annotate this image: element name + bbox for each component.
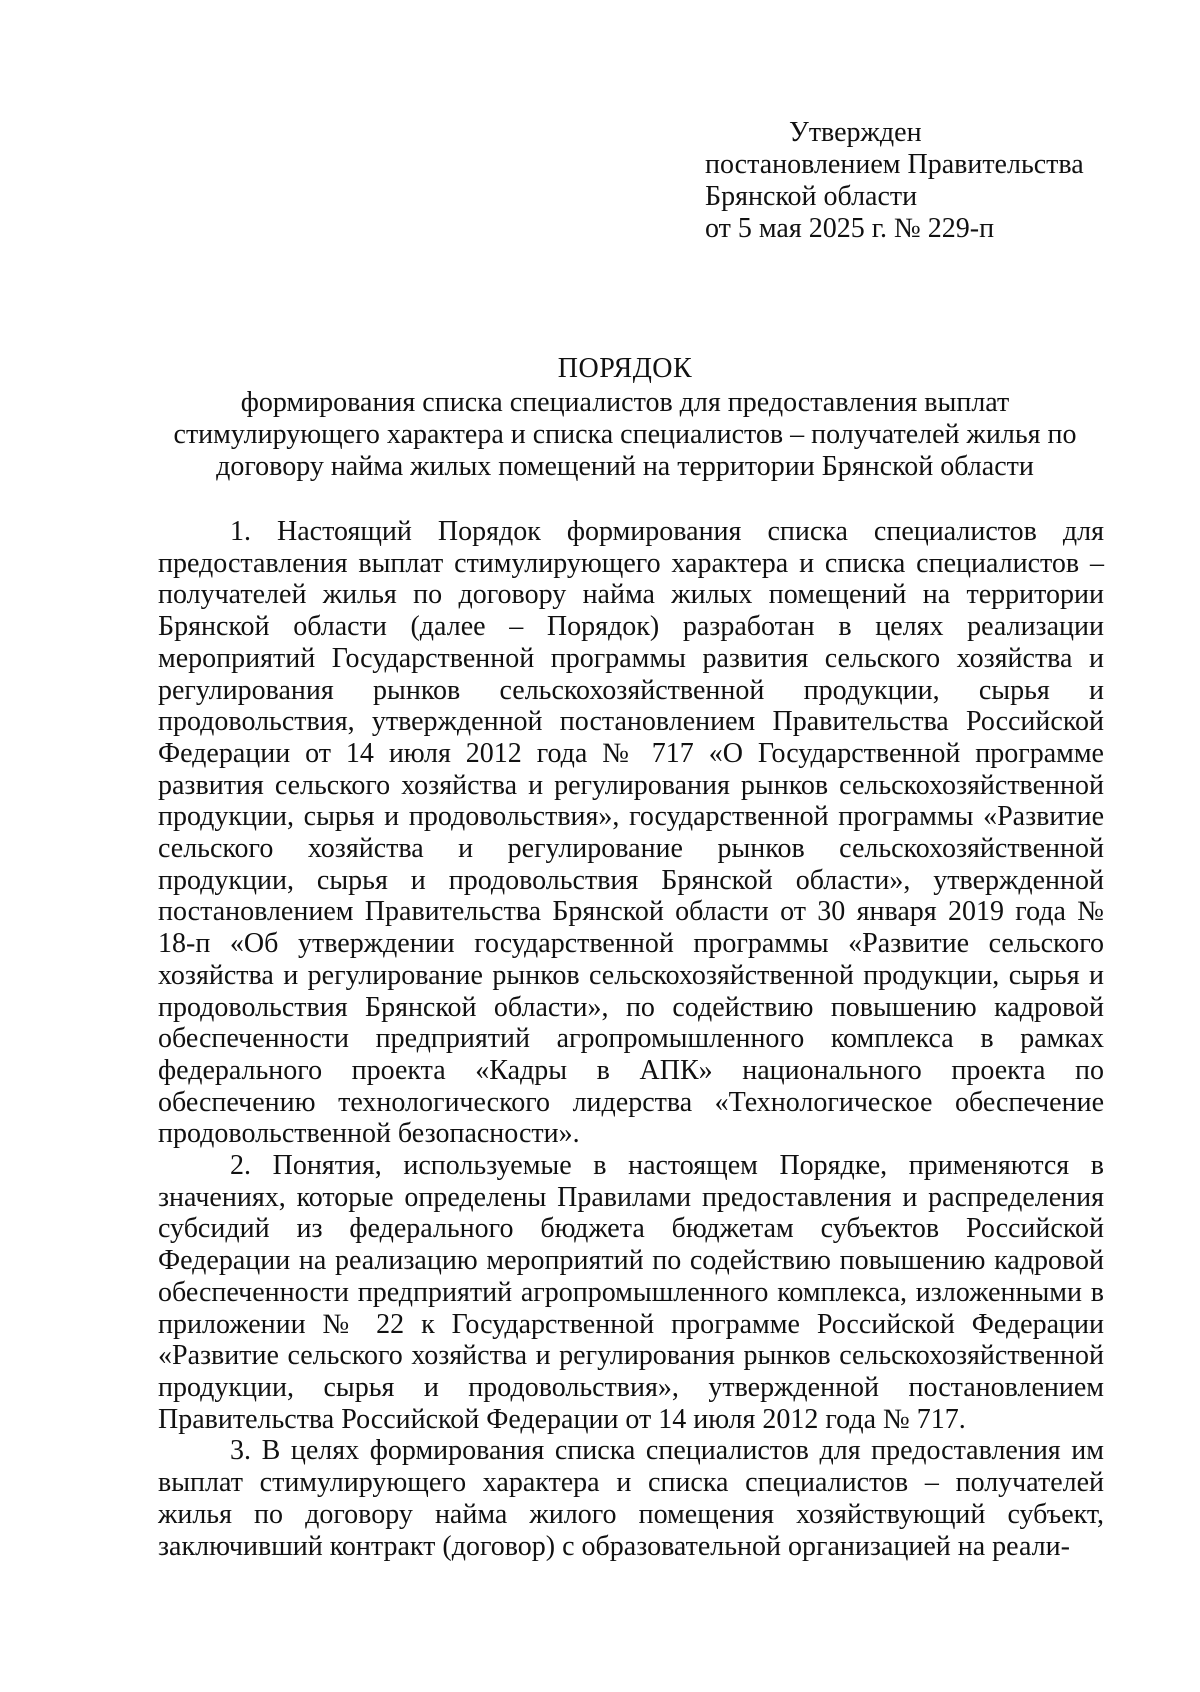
- document-subtitle: формирования списка специалистов для предоставления выплат стимулирующего характера и списка специалистов – получателей жилья по договору найма жилых помещений на территории Брянской области: [173, 387, 1077, 482]
- paragraph-1: 1. Настоящий Порядок формирования списка специалистов для предоставления выплат стимулирующего характера и списка специалистов – получателей жилья по договору найма жилых помещений на территории Брянской области (далее – Порядок) разработан в целях реализации мероприятий Государственной программы развития сельского хозяйства и регулирования рынков сельскохозяйственной продукции, сырья и продовольствия, утвержденной постановлением Правительства Российской Федерации от 14 июля 2012 года № 717 «О Государственной программе развития сельского хозяйства и регулирования рынков сельскохозяйственной продукции, сырья и продовольствия», государственной программы «Развитие сельского хозяйства и регулирование рынков сельскохозяйственной продукции, сырья и продовольствия Брянской области», утвержденной постановлением Правительства Брянской области от 30 января 2019 года № 18-п «Об утверждении государственной программы «Развитие сельского хозяйства и регулирование рынков сельскохозяйственной продукции, сырья и продовольствия Брянской области», по содействию повышению кадровой обеспеченности предприятий агропромышленного комплекса в рамках федерального проекта «Кадры в АПК» национального проекта по обеспечению технологического лидерства «Технологическое обеспечение продовольственной безопасности».: [158, 516, 1104, 1150]
- approval-line-region: Брянской области: [705, 181, 918, 212]
- document-title-block: [160, 353, 1090, 483]
- approval-line-date-number: от 5 мая 2025 г. № 229-п: [705, 213, 995, 244]
- approval-stamp-block: [705, 117, 1125, 245]
- document-body: [158, 516, 1104, 1562]
- approval-line-resolution: постановлением Правительства: [705, 149, 1084, 180]
- paragraph-3: 3. В целях формирования списка специалистов для предоставления им выплат стимулирующего характера и списка специалистов – получателей жилья по договору найма жилого помещения хозяйствующий субъект, заключивший контракт (договор) с образовательной организацией на реали-: [158, 1435, 1104, 1562]
- approval-line-approved: Утвержден: [789, 117, 922, 148]
- paragraph-2: 2. Понятия, используемые в настоящем Порядке, применяются в значениях, которые определены Правилами предоставления и распределения субсидий из федерального бюджета бюджетам субъектов Российской Федерации на реализацию мероприятий по содействию повышению кадровой обеспеченности предприятий агропромышленного комплекса, изложенными в приложении № 22 к Государственной программе Российской Федерации «Развитие сельского хозяйства и регулирования рынков сельскохозяйственной продукции, сырья и продовольствия», утвержденной постановлением Правительства Российской Федерации от 14 июля 2012 года № 717.: [158, 1150, 1104, 1435]
- document-heading: ПОРЯДОК: [557, 353, 693, 384]
